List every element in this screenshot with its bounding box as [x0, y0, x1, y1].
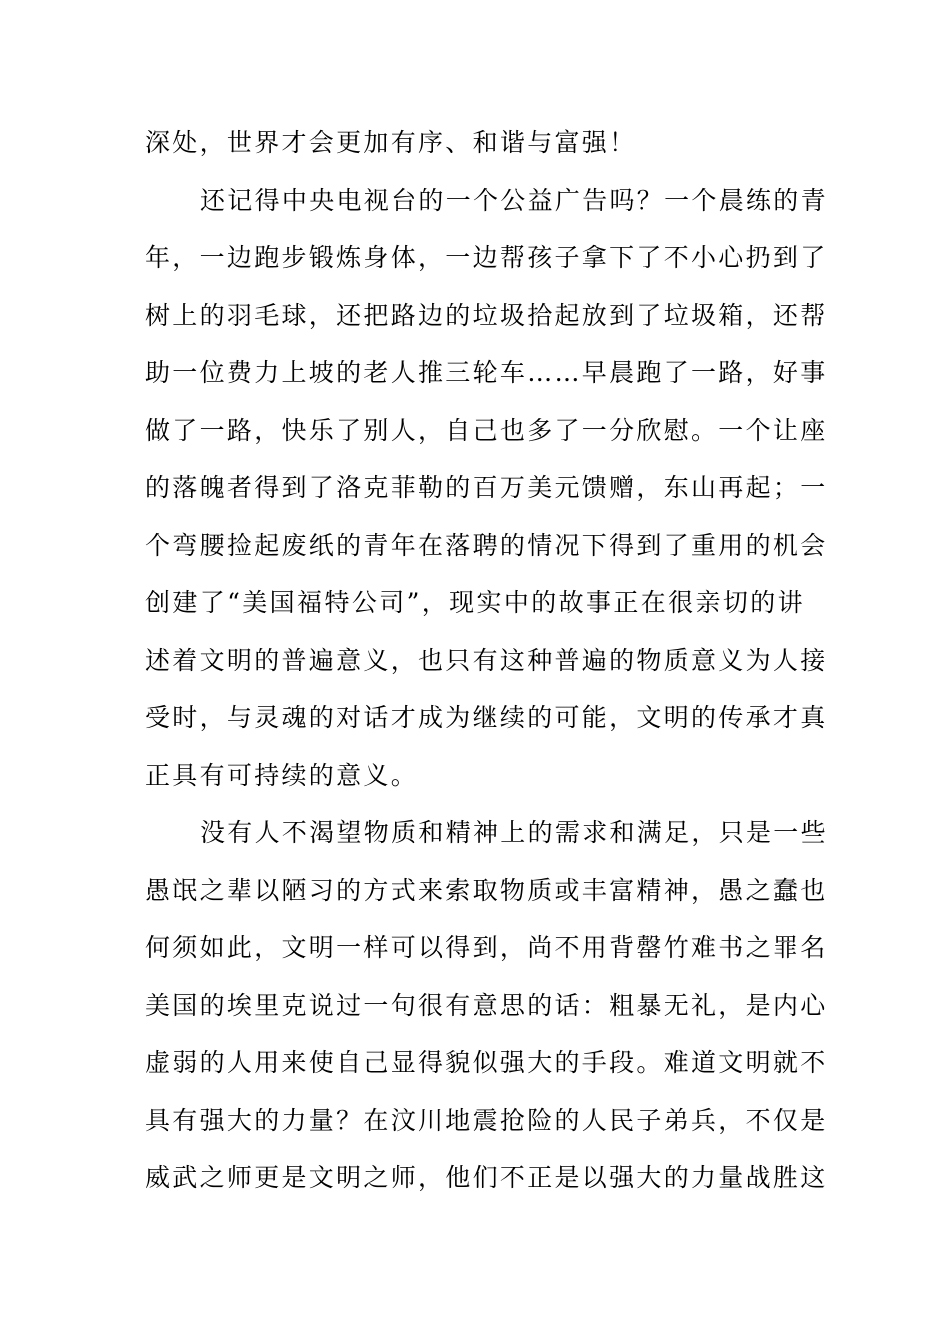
- text-line: 何须如此，文明一样可以得到，尚不用背罄竹难书之罪名: [145, 933, 828, 962]
- text-line: 创建了“美国福特公司”，现实中的故事正在很亲切的讲: [145, 588, 805, 617]
- text-line: 受时，与灵魂的对话才成为继续的可能，文明的传承才真: [145, 703, 828, 732]
- paragraph-3: [145, 804, 828, 1207]
- text-line: 虚弱的人用来使自己显得貌似强大的手段。难道文明就不: [145, 1048, 828, 1077]
- text-line: 还记得中央电视台的一个公益广告吗？一个晨练的青: [200, 185, 828, 215]
- text-line: 没有人不渴望物质和精神上的需求和满足，只是一些: [200, 818, 828, 847]
- text-line: 的落魄者得到了洛克菲勒的百万美元馈赠，东山再起；一: [145, 473, 828, 502]
- text-line: 愚氓之辈以陋习的方式来索取物质或丰富精神，愚之蠢也: [145, 875, 828, 905]
- text-line: 做了一路，快乐了别人，自己也多了一分欣慰。一个让座: [145, 415, 828, 445]
- text-line: 正具有可持续的意义。: [145, 760, 419, 790]
- text-line: 助一位费力上坡的老人推三轮车……早晨跑了一路，好事: [145, 358, 828, 387]
- document-page: [145, 114, 828, 1207]
- text-line: 深处，世界才会更加有序、和谐与富强！: [145, 128, 637, 157]
- text-line: 具有强大的力量？在汶川地震抢险的人民子弟兵，不仅是: [145, 1105, 828, 1135]
- text-line: 个弯腰捡起废纸的青年在落聘的情况下得到了重用的机会: [145, 530, 828, 560]
- paragraph-2: [145, 172, 828, 805]
- text-line: 年，一边跑步锻炼身体，一边帮孩子拿下了不小心扔到了: [145, 243, 828, 272]
- text-line: 述着文明的普遍意义，也只有这种普遍的物质意义为人接: [145, 645, 828, 675]
- text-line: 美国的埃里克说过一句很有意思的话：粗暴无礼，是内心: [145, 990, 828, 1020]
- paragraph-1: [145, 114, 805, 172]
- text-line: 树上的羽毛球，还把路边的垃圾拾起放到了垃圾箱，还帮: [145, 300, 828, 330]
- text-line: 威武之师更是文明之师，他们不正是以强大的力量战胜这: [145, 1163, 828, 1192]
